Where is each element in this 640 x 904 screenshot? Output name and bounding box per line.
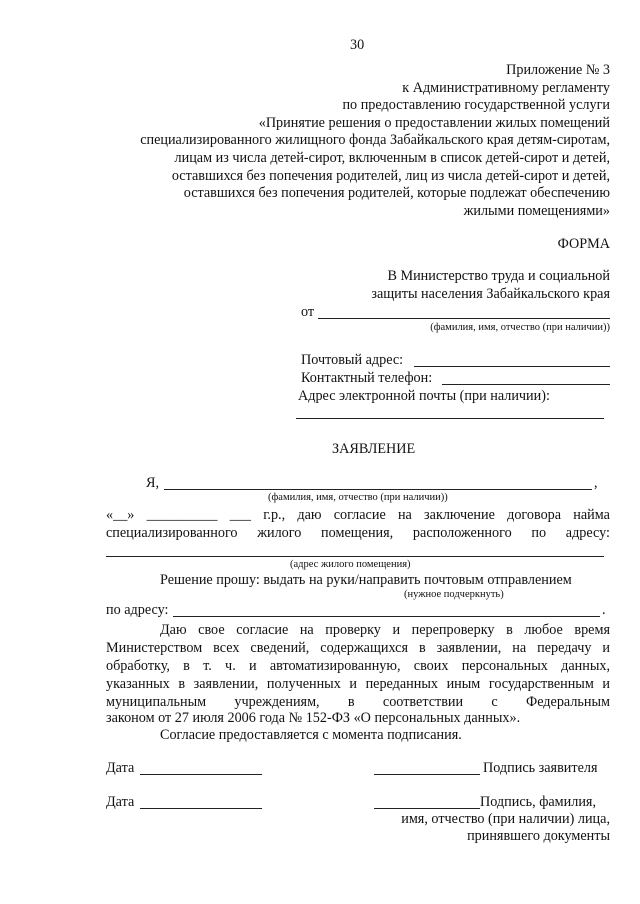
word: ___ — [229, 507, 251, 523]
birth-date-line — [106, 507, 610, 523]
date-label: Дата — [106, 760, 135, 776]
name-hint: (фамилия, имя, отчество (при наличии)) — [268, 492, 448, 503]
word: адресу: — [565, 525, 610, 541]
header-line: по предоставлению государственной услуги — [342, 97, 610, 114]
consent-line: обработку, в т. ч. и автоматизированную, своих персональных данных, — [106, 658, 610, 674]
word: заключение — [424, 507, 495, 523]
ya-label: Я, — [146, 475, 160, 491]
address-hint: (адрес жилого помещения) — [290, 559, 411, 570]
to-address-label: по адресу: — [106, 602, 169, 618]
page-number: 30 — [350, 37, 365, 53]
delivery-address-field[interactable] — [173, 616, 600, 617]
housing-address-field[interactable] — [106, 556, 604, 557]
word: г.р., — [263, 507, 286, 523]
word: жилого — [257, 525, 302, 541]
phone-label: Контактный телефон: — [301, 370, 433, 386]
receiver-name-label: имя, отчество (при наличии) лица, — [401, 811, 610, 827]
receiver-signature-label: Подпись, фамилия, — [480, 794, 597, 810]
word: найма — [573, 507, 610, 523]
header-line: оставшихся без попечения родителей, лиц из числа детей-сирот и детей, — [171, 167, 610, 184]
word: __________ — [146, 507, 218, 523]
from-label: от — [301, 304, 315, 320]
header-line: «Принятие решения о предоставлении жилых помещений — [258, 114, 610, 131]
appendix-header — [140, 62, 610, 220]
consent-line: муниципальным учреждениям, в соответствии с Федеральным — [106, 694, 610, 710]
date-field-2[interactable] — [140, 808, 262, 809]
postal-address-field[interactable] — [414, 366, 610, 367]
from-hint: (фамилия, имя, отчество (при наличии)) — [430, 322, 610, 333]
consent-line: Даю свое согласие на проверку и перепроверку в любое время — [160, 622, 610, 638]
consent-line: указанных в заявлении, полученных и переданных иным государственным и — [106, 676, 610, 692]
period: . — [602, 602, 606, 618]
housing-line — [106, 525, 610, 541]
underline-hint: (нужное подчеркнуть) — [404, 589, 504, 600]
word: расположенного — [412, 525, 512, 541]
header-line: к Административному регламенту — [402, 79, 610, 96]
word: специализированного — [106, 525, 238, 541]
decision-text: Решение прошу: выдать на руки/направить почтовым отправлением — [160, 572, 572, 588]
header-line: жилыми помещениями» — [463, 202, 610, 219]
from-field[interactable] — [318, 318, 610, 319]
applicant-signature-label: Подпись заявителя — [483, 760, 598, 776]
header-line: Приложение № 3 — [506, 62, 610, 78]
form-label: ФОРМА — [557, 236, 610, 252]
consent-line: Министерством всех сведений, содержащихся в заявлении, на передачу и — [106, 640, 610, 656]
word: согласие — [333, 507, 386, 523]
word: по — [531, 525, 547, 541]
applicant-name-field[interactable] — [164, 489, 592, 490]
header-line: лицам из числа детей-сирот, включенным в список детей-сирот и детей, — [174, 149, 610, 166]
word: даю — [297, 507, 322, 523]
document-title: ЗАЯВЛЕНИЕ — [332, 441, 416, 457]
receiver-docs-label: принявшего документы — [467, 828, 610, 844]
comma: , — [594, 475, 598, 491]
date-field[interactable] — [140, 774, 262, 775]
phone-field[interactable] — [442, 384, 610, 385]
header-line: оставшихся без попечения родителей, которые подлежат обеспечению — [183, 185, 610, 202]
word: на — [397, 507, 412, 523]
email-field[interactable] — [296, 418, 604, 419]
word: «__» — [106, 507, 135, 523]
word: помещения, — [321, 525, 394, 541]
addressee-line-1: В Министерство труда и социальной — [387, 268, 610, 284]
consent-period: Согласие предоставляется с момента подписания. — [160, 727, 462, 743]
receiver-signature-field[interactable] — [374, 808, 480, 809]
applicant-signature-field[interactable] — [374, 774, 480, 775]
email-label: Адрес электронной почты (при наличии): — [298, 388, 550, 404]
addressee-line-2: защиты населения Забайкальского края — [371, 286, 610, 302]
postal-address-label: Почтовый адрес: — [301, 352, 404, 368]
word: договора — [507, 507, 562, 523]
date-label-2: Дата — [106, 794, 135, 810]
header-line: специализированного жилищного фонда Забайкальского края детям-сиротам, — [140, 132, 610, 149]
consent-line: законом от 27 июля 2006 года № 152-ФЗ «О персональных данных». — [106, 710, 521, 726]
